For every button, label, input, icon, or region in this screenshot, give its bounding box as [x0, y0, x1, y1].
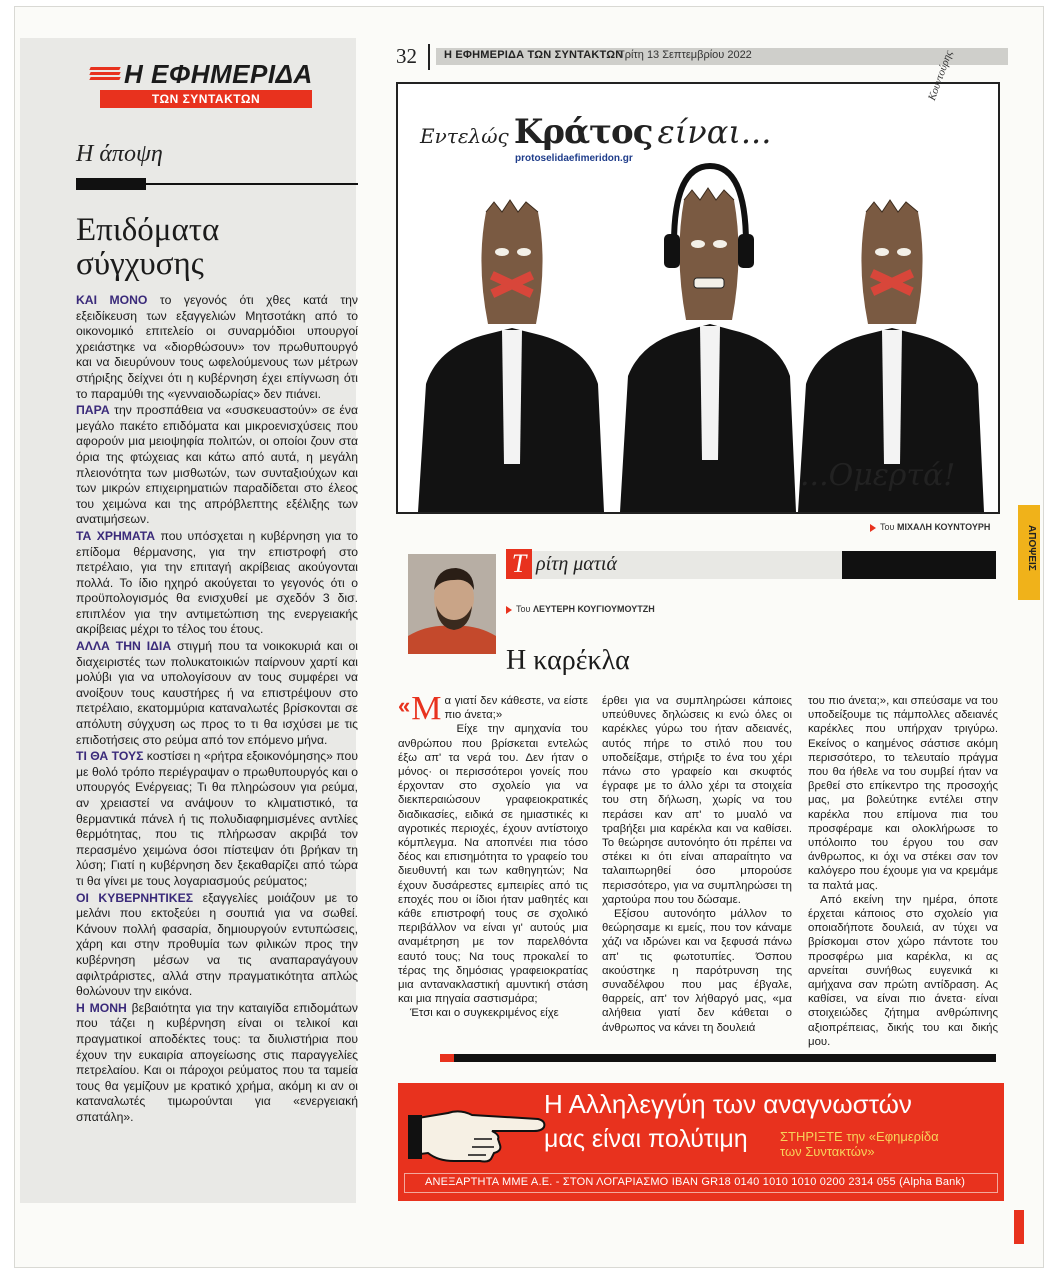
solidarity-banner [398, 1083, 1004, 1201]
masthead-sub: ΤΩΝ ΣΥΝΤΑΚΤΩΝ [100, 90, 312, 108]
editorial-paragraph: ΤΙ ΘΑ ΤΟΥΣ κοστίσει η «ρήτρα εξοικονόμησης» που με θολό τρόπο περιέγραψαν ο πρωθυπουργός και ο υπουργός Ενέργειας; Τι θα πληρώσουν για ρεύμα, αν χρειαστεί να ανάψουν το κλιματιστικό, τα θερμαντικά πάνελ ή τις πολυδιαφημισμένες αντλίες θερμότητας, που τις πλήρωσαν ακριβά τον περασμένο χειμώνα όσοι πίστεψαν ότι βρήκαν τη λύση; Γιατί η κυβέρνηση δεν ξεκαθαρίζει από τώρα τι θα γίνει με τους λογαριασμούς ρεύματος; [76, 749, 358, 888]
article-title: Η καρέκλα [506, 645, 630, 676]
masthead-flag-icon [90, 67, 120, 83]
watermark: protoselidaefimeridon.gr [512, 152, 636, 165]
figure-middle [620, 166, 796, 512]
divider-bar [440, 1054, 996, 1062]
column-header [506, 551, 996, 581]
cartoon-credit: Του ΜΙΧΑΛΗ ΚΟΥΝΤΟΥΡΗ [870, 522, 990, 532]
banner-account: ΑΝΕΞΑΡΤΗΤΑ ΜΜΕ Α.Ε. - ΣΤΟΝ ΛΟΓΑΡΙΑΣΜΟ IBAN GR18 0140 1010 1010 0200 2314 055 (Alpha Bank) [404, 1173, 998, 1193]
article-body [398, 690, 1000, 1048]
editorial-paragraph: ΤΑ ΧΡΗΜΑΤΑ που υπόσχεται η κυβέρνηση για το επίδομα θέρμανσης, για την επιστροφή στο πετρέλαιο, για την επιταγή ακρίβειας ακούγονται πολλά. Το ίδιο ηχηρό ακούγεται το γεγονός ότι ο προϋπολογισμός θα ενισχυθεί με σχεδόν 3 δισ. επιπλέον για την αντιμετώπιση της ενεργειακής ακρίβειας μέχρι το τέλος του έτους. [76, 528, 358, 637]
column-name: ρίτη ματιά [536, 553, 617, 575]
cartoon-title: Εντελώς Κράτος είναι... [420, 112, 772, 152]
editorial-body [76, 293, 358, 1126]
article-column-3: του πιο άνετα;», και σπεύσαμε να του υποδείξουμε τις πάμπολλες αδειανές καρέκλες που υπήρχαν τριγύρω. Εκείνος ο καημένος σάστισε ακόμη περισσότερο, το τελευταίο πράγμα που θα ήθελε να του συμβεί ήταν να βρεθεί στο επίκεντρο της προσοχής μας, μα βολεύτηκε εντέλει στην καρέκλα που επίμονα πια του προσφέραμε και ολοκλήρωσε το υπόλοιπο του έργου του σαν άνθρωπος, κι όχι να στέκει σαν τον καλόγερο που έχουμε για να κρεμάμε τα παλτά μας. Από εκείνη την ημέρα, όποτε έρχεται κάποιος στο σχολείο για οποιαδήποτε δουλειά, αν τύχει να βρίσκομαι στον χώρο πάντοτε του προσφέρω μια καρέκλα, κι ας αρνείται συνήθως ευγενικά κι αμήχανα σαν πρώτη αντίδραση. Ας καθίσει, να είναι πιο άνετα· είναι στοιχειώδες ζήτημα ανθρώπινης αξιοπρέπειας, δικής του και δικής μου. [808, 695, 998, 1048]
editorial-paragraph: Η ΜΟΝΗ βεβαιότητα για την καταιγίδα επιδομάτων που τάζει η κυβέρνηση είναι οι τελικοί και πραγματικοί αποδέκτες τους: τα διυλιστήρια που έχουν την ευκαιρία απογείωσης στις παραγγελίες πετρελαίου. Και οι πάροχοι ρεύματος που τα ταμεία τους θα γεμίζουν με κρατικό χρήμα, ακόμη κι αν οι καταναλωτές τιμωρούνται για «ενεργειακή σπατάλη». [76, 1000, 358, 1124]
masthead [90, 60, 330, 108]
page-header [396, 44, 1008, 70]
header-paper-name: Η ΕΦΗΜΕΡΙΔΑ ΤΩΝ ΣΥΝΤΑΚΤΩΝ [444, 49, 624, 61]
cartoon-signature: Κουντούρης [926, 49, 956, 103]
banner-line-1: Η Αλληλεγγύη των αναγνωστών [544, 1089, 912, 1119]
masthead-name: Η ΕΦΗΜΕΡΙΔΑ [124, 59, 313, 89]
section-label: Η άποψη [76, 141, 163, 167]
editorial-paragraph: ΚΑΙ ΜΟΝΟ το γεγονός ότι χθες κατά την εξειδίκευση των εξαγγελιών Μητσοτάκη από το οικονομικό επιτελείο οι συναρμόδιοι υπουργοί χρειάστηκε να «διορθώσουν» τον πρωθυπουργό και να διευρύνουν τους ωφελούμενους των μέτρων στήριξης δείχνει ότι η κυβέρνηση έχει επίγνωση ότι το παραμύθι της «γενναιοδωρίας» δεν πιάνει. [76, 293, 358, 401]
corner-mark [1014, 1210, 1024, 1244]
section-edge-tab: ΑΠΟΨΕΙΣ [1018, 505, 1040, 600]
page-separator [428, 44, 430, 70]
editorial-paragraph: ΑΛΛΑ ΤΗΝ ΙΔΙΑ στιγμή που τα νοικοκυριά και οι διαχειριστές των πολυκατοικιών παίρνουν χαρτί και μολύβι για να υπολογίσουν αν τους συμφέρει να ανοίξουν τους καυστήρες ή να επιστρέψουν στο πετρέλαιο, εκατομμύρια καταναλωτές βρίσκονται σε απόλυτη σύγχυση ως προς το τι θα ισχύσει με τις επιδοτήσεις στο ρεύμα από τον επόμενο μήνα. [76, 639, 358, 747]
banner-line-2: μας είναι πολύτιμη [544, 1125, 748, 1153]
author-credit: Του ΛΕΥΤΕΡΗ ΚΟΥΓΙΟΥΜΟΥΤΖΗ [506, 604, 655, 614]
article-column-2: έρθει για να συμπληρώσει κάποιες υπεύθυνες δηλώσεις κι ενώ όλες οι καρέκλες γύρω του ήταν αδειανές, αυτός πήρε το στιλό που του υποδείξαμε, στήριξε το ένα του χέρι πάνω στο γραφείο και σκυφτός έγραφε με το άλλο χέρι τα στοιχεία του στη δήλωση, χωρίς να του περάσει καν απ' το μυαλό να τραβήξει μια καρέκλα και να καθίσει. Το θεώρησε αυτονόητο ότι πρέπει να στέκει κι ότι είναι απαραίτητο να ταλαιπωρηθεί όσο μπορούσε περισσότερο, για να συμπληρώσει τη χαρτούρα που του δώσαμε. Εξίσου αυτονόητο μάλλον το θεώρησαμε κι εμείς, που τον κάναμε χάζι να ιδρώνει και να ξεφυσά πάνω απ' τις φωτοτυπίες. Όσπου ακούστηκε η παρότρυνση της συναδέλφου που μας έβγαλε, θαρρείς, απ' τον λήθαργό μας, «μα αλήθεια γιατί δεν κάθεται ο άνθρωπος να κάνει τη δουλειά [602, 695, 792, 1034]
column-initial: Τ [506, 549, 532, 579]
pointing-hand-icon [408, 1099, 548, 1169]
credit-arrow-icon [506, 606, 512, 614]
header-strip [436, 48, 1008, 65]
credit-arrow-icon [870, 524, 876, 532]
page-number: 32 [396, 44, 417, 68]
editorial-title: Επιδόματα σύγχυσης [76, 212, 220, 282]
cartoon-caption: ...Ομερτά! [800, 458, 956, 493]
author-photo [408, 554, 496, 654]
article-column-1: « Μ α γιατί δεν κάθεστε, να είστε πιο άνετα;» Είχε την αμηχανία του ανθρώπου που βρίσκεται εντελώς έξω απ' τα νερά του. Δεν ήταν ο μόνος· οι περισσότεροι γονείς που έρχονταν στο σχολείο για να διεκπεραιώσουν γραφειοκρατικές διαδικασίες, ειδικά σε ημιαστικές κι αγροτικές περιοχές, έχουν αντίστοιχο κόμπλεγμα. Να αποπνέει πια τόσο δέος και επισημότητα το γραφείο του διευθυντή και των καθηγητών; Να έχουν δυσάρεστες εμπειρίες από τις εποχές που οι ίδιοι ήταν μαθητές και κάθε επιστροφή τους σε σχολικό περιβάλλον να είναι γι' αυτούς μια αναμέτρηση με τον παρελθόντα εαυτό τους; Να τους προκαλεί το τέρας της δημόσιας γραφειοκρατίας μια αντανακλαστική αμυντική στάση και μια πηγαία σαστισμάρα; Έτσι και ο συγκεκριμένος είχε [398, 690, 588, 1020]
figure-left [418, 200, 604, 512]
section-divider [76, 178, 358, 190]
header-date: Τρίτη 13 Σεπτεμβρίου 2022 [618, 49, 752, 61]
editorial-paragraph: ΟΙ ΚΥΒΕΡΝΗΤΙΚΕΣ εξαγγελίες μοιάζουν με το μελάνι που εκτοξεύει η σουπιά για να σωθεί. Κάνουν πολλή φασαρία, δημιουργούν εντυπώσεις, χάρη και στην προθυμία των φιλικών προς την κυβέρνηση μέσων να τις αναπαραγάγουν αφιλτράριστες, αλλά στην πραγματικότητα απλώς θολώνουν την εικόνα. [76, 890, 359, 999]
editorial-column [20, 38, 359, 1203]
banner-cta: ΣΤΗΡΙΞΤΕ την «Εφημερίδα των Συντακτών» [780, 1129, 939, 1159]
editorial-paragraph: ΠΑΡΑ την προσπάθεια να «συσκευαστούν» σε ένα μεγάλο πακέτο επιδόματα και μικροενισχύσεις που αφορούν μια μειοψηφία πολιτών, οι οποίοι ζουν στα όρια της φτώχειας και κάτω από αυτά, η μεγάλη πλειονότητα των μισθωτών, των συνταξιούχων και των μικρών επιχειρηματιών παραδίδεται στο έλεος του χειμώνα και της απρόβλεπτης εξέλιξης των ανατιμήσεων. [76, 403, 358, 527]
